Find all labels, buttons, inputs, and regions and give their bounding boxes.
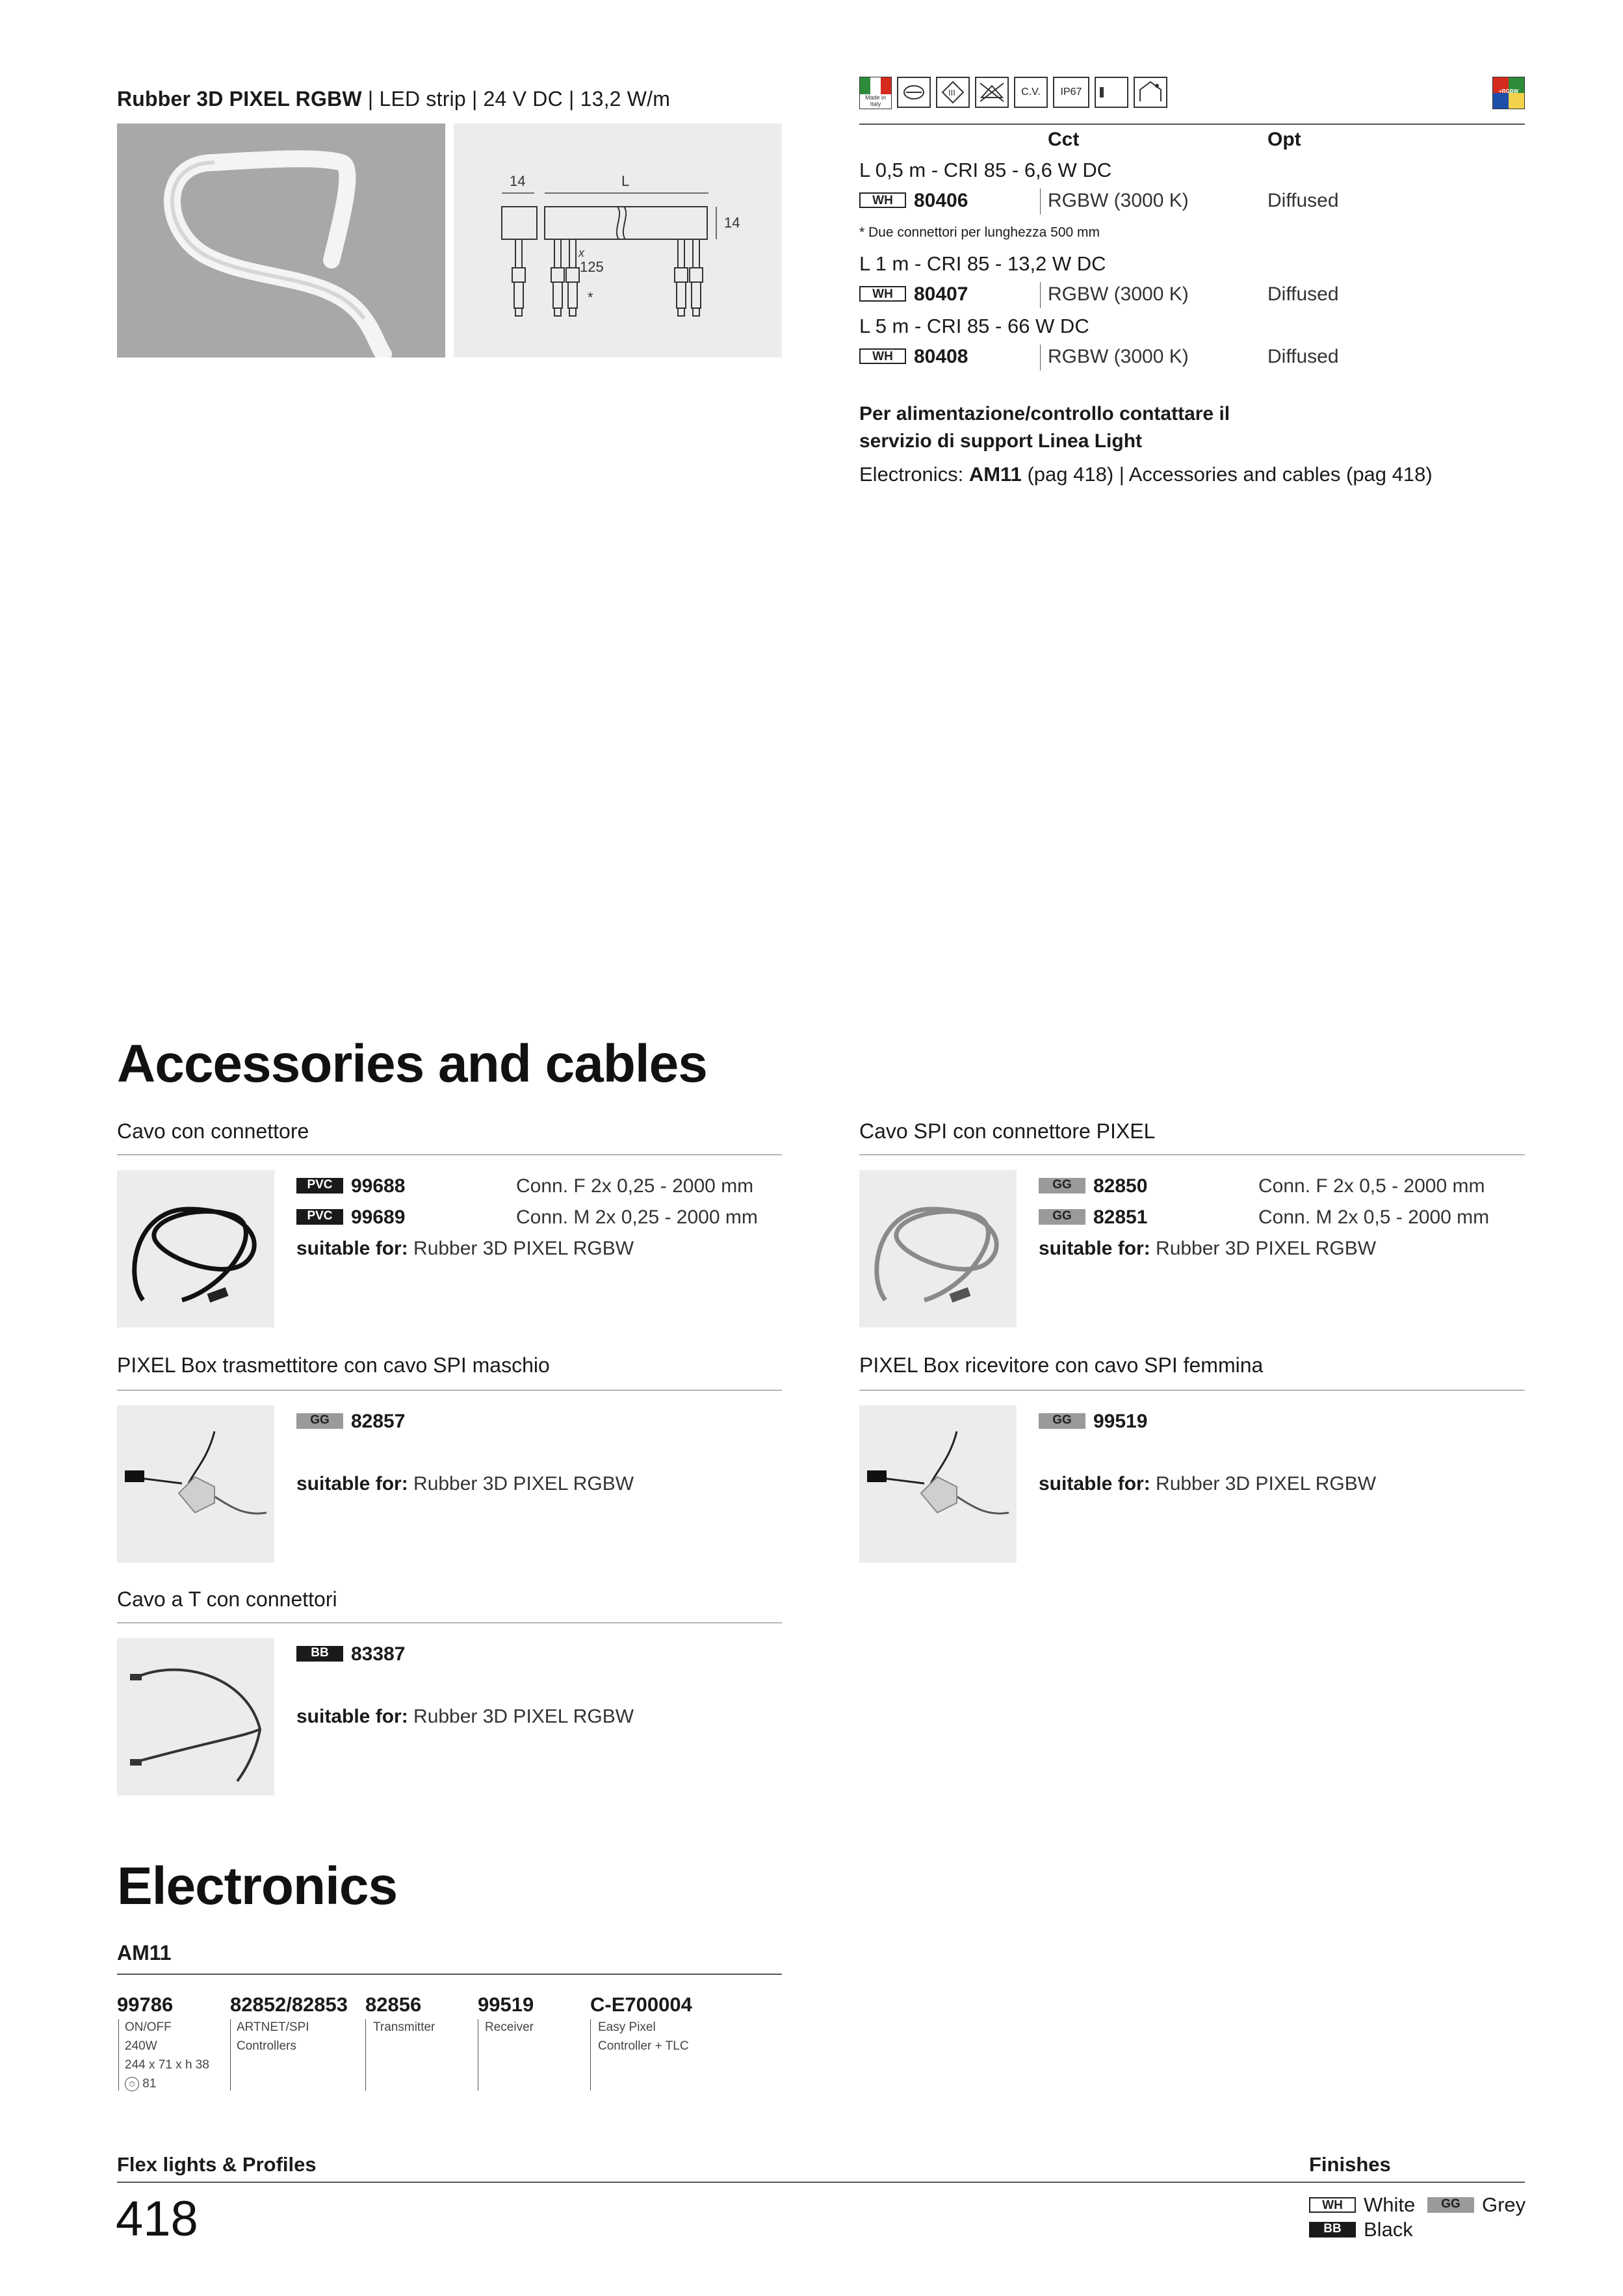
product-title [117,87,670,111]
electronics-code: 99786 [117,1993,174,2016]
finish-badge: PVC [296,1178,343,1194]
accessory-row [1039,1178,1085,1194]
variant-cct: RGBW (3000 K) [1048,190,1189,211]
variant-note: * Due connettori per lunghezza 500 mm [859,225,1100,240]
divider [365,2019,366,2091]
variant-opt: Diffused [1267,346,1339,367]
finishes-title: Finishes [1309,2153,1391,2176]
footer-section: Flex lights & Profiles [117,2153,317,2176]
finish-badge: WH [859,286,906,302]
dim-14-side: 14 [724,215,740,231]
product-photo [117,124,445,358]
rgbw-icon: +RGBW [1492,77,1525,109]
variant-row [859,348,906,364]
accessory-desc: Conn. F 2x 0,5 - 2000 mm [1258,1175,1485,1197]
accessory-photo [117,1170,274,1327]
connector-icon [1095,77,1128,108]
footer-rule [117,2182,1525,2183]
finish-badge: WH [859,192,906,208]
page-number: 418 [116,2191,198,2247]
col-cct-header: Cct [1048,129,1080,150]
note-star: * [588,289,593,306]
electronics-detail: Receiver [485,2020,534,2034]
electronics-detail: ARTNET/SPI Controllers [237,2020,309,2053]
dimmable-icon [897,77,931,108]
variant-row [859,286,906,302]
finish-badge: GG [1039,1178,1085,1194]
finish-badge: WH [859,348,906,364]
electronics-ref: Electronics: AM11 (pag 418) | Accessories and cables (pag 418) [859,463,1433,486]
cv-icon: C.V. [1014,77,1048,108]
variant-cct: RGBW (3000 K) [1048,283,1189,305]
finish-label: White [1364,2193,1416,2216]
accessory-code: 99519 [1093,1411,1148,1432]
accessory-photo [117,1638,274,1795]
dim-L: L [621,173,630,189]
accessory-code: 99688 [351,1175,406,1197]
finish-badge: GG [296,1413,343,1429]
divider [230,2019,231,2091]
finish-legend-item [1309,2197,1356,2213]
variant-code: 80406 [914,190,968,211]
class-iii-icon [936,77,970,108]
accessory-row [1039,1413,1085,1429]
divider [1040,345,1041,371]
variant-label: L 5 m - CRI 85 - 66 W DC [859,315,1089,337]
accessory-code: 82851 [1093,1207,1148,1228]
variant-row [859,192,906,208]
accessory-row [296,1646,343,1662]
product-specs: | LED strip | 24 V DC | 13,2 W/m [361,87,671,111]
electronics-title: Electronics [117,1857,398,1916]
finish-label: Black [1364,2218,1413,2241]
finish-badge: WH [1309,2197,1356,2213]
finish-badge: GG [1039,1413,1085,1429]
electronics-code: C-E700004 [590,1993,692,2016]
finish-badge: GG [1427,2197,1474,2213]
accessory-code: 82857 [351,1411,406,1432]
electronics-code: 99519 [478,1993,534,2016]
finish-label: Grey [1482,2193,1526,2216]
accessory-code: 99689 [351,1207,406,1228]
finish-badge: GG [1039,1209,1085,1225]
accessory-photo [859,1170,1017,1327]
svg-text:x: x [578,246,584,259]
suitable-for: suitable for: Rubber 3D PIXEL RGBW [296,1706,634,1727]
electronics-detail: ON/OFF 240W 244 x 71 x h 38 ⏱ 81 [125,2020,209,2091]
divider [590,2019,591,2091]
electronics-code: 82852/82853 [230,1993,348,2016]
accessories-title: Accessories and cables [117,1034,707,1093]
made-in-italy-icon: Made in Italy [859,77,892,109]
product-name: Rubber 3D PIXEL RGBW [117,87,362,111]
finish-badge: PVC [296,1209,343,1225]
electronics-detail: Easy Pixel Controller + TLC [598,2020,689,2053]
accessory-desc: Conn. M 2x 0,25 - 2000 mm [516,1207,758,1228]
technical-drawing [454,124,782,358]
suitable-for: suitable for: Rubber 3D PIXEL RGBW [1039,1238,1377,1259]
variant-label: L 1 m - CRI 85 - 13,2 W DC [859,252,1106,275]
accessory-desc: Conn. F 2x 0,25 - 2000 mm [516,1175,754,1197]
electronics-code: 82856 [365,1993,422,2016]
accessory-row [1039,1209,1085,1225]
suitable-for: suitable for: Rubber 3D PIXEL RGBW [296,1238,634,1259]
install-icon [1134,77,1167,108]
col-opt-header: Opt [1267,129,1301,150]
divider [1040,189,1041,215]
finish-legend-item [1309,2222,1356,2237]
finish-badge: BB [1309,2222,1356,2237]
accessory-photo [117,1405,274,1563]
variant-opt: Diffused [1267,283,1339,305]
suitable-for: suitable for: Rubber 3D PIXEL RGBW [296,1473,634,1494]
accessory-name: PIXEL Box ricevitore con cavo SPI femmina [859,1353,1264,1377]
accessory-code: 82850 [1093,1175,1148,1197]
variant-label: L 0,5 m - CRI 85 - 6,6 W DC [859,159,1112,181]
header-rule [859,124,1525,125]
ip67-icon: IP67 [1053,77,1089,108]
accessory-photo [859,1405,1017,1563]
finish-legend-item [1427,2197,1474,2213]
variant-code: 80407 [914,283,968,305]
accessory-name: Cavo SPI con connettore PIXEL [859,1119,1156,1143]
variant-cct: RGBW (3000 K) [1048,346,1189,367]
variant-code: 80408 [914,346,968,367]
accessory-name: Cavo con connettore [117,1119,309,1143]
variant-opt: Diffused [1267,190,1339,211]
accessory-code: 83387 [351,1643,406,1665]
electronics-detail: Transmitter [373,2020,435,2034]
support-note: Per alimentazione/controllo contattare il servizio di support Linea Light [859,403,1230,452]
dim-14-top: 14 [510,173,526,189]
divider [1040,282,1041,308]
no-insulation-icon [975,77,1009,108]
accessory-row [296,1178,343,1194]
electronics-rule [117,1974,782,1975]
led-strip-image [117,124,445,358]
finish-badge: BB [296,1646,343,1662]
accessory-name: Cavo a T con connettori [117,1587,337,1611]
electronics-group: AM11 [117,1941,172,1964]
dim-125: 125 [580,259,604,275]
accessory-name: PIXEL Box trasmettitore con cavo SPI maschio [117,1353,550,1377]
svg-text:III: III [948,88,955,98]
divider [118,2019,119,2091]
warranty-icon: ⏱ [125,2077,139,2091]
suitable-for: suitable for: Rubber 3D PIXEL RGBW [1039,1473,1377,1494]
accessory-desc: Conn. M 2x 0,5 - 2000 mm [1258,1207,1490,1228]
accessory-row [296,1209,343,1225]
accessory-row [296,1413,343,1429]
